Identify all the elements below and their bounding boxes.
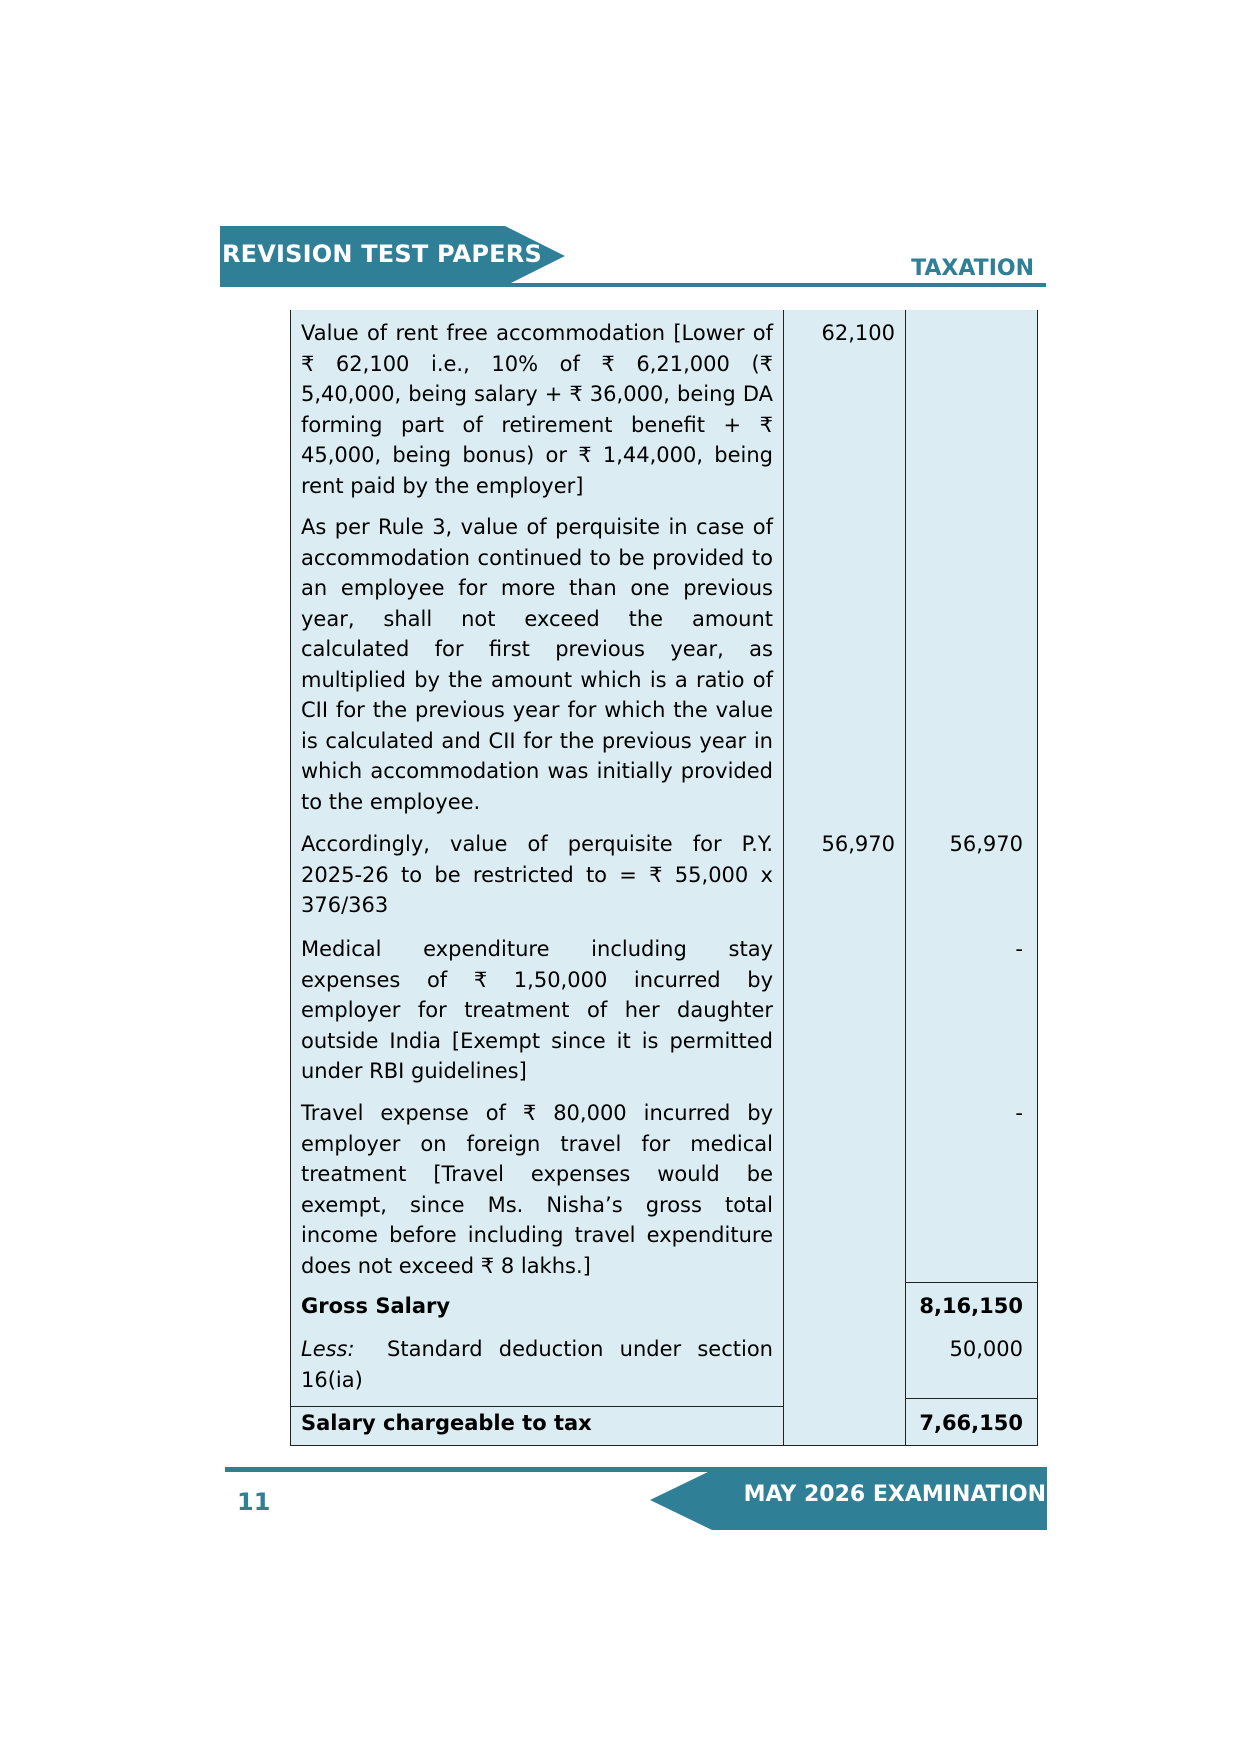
table-row-description: Medical expenditure including stay expenses of ₹ 1,50,000 incurred by employer for treatment of her daughter outside India [Exempt since it is permitted under RBI guidelines] <box>301 937 773 1083</box>
table-row-amount: 56,970 <box>821 832 895 856</box>
header-title: REVISION TEST PAPERS <box>222 240 542 268</box>
column-divider <box>783 310 784 1445</box>
salary-computation-table <box>290 310 1038 1446</box>
total-rule-right <box>905 1398 1037 1399</box>
footer-banner-arrow <box>650 1470 712 1530</box>
standard-deduction-value: 50,000 <box>949 1337 1023 1361</box>
total-rule-left <box>291 1406 783 1407</box>
salary-chargeable-value: 7,66,150 <box>919 1411 1023 1435</box>
table-row-amount: 62,100 <box>821 321 895 345</box>
header-subject: TAXATION <box>911 256 1034 281</box>
table-row-description: Value of rent free accommodation [Lower of ₹ 62,100 i.e., 10% of ₹ 6,21,000 (₹ 5,40,000, being salary + ₹ 36,000, being DA forming part of retirement benefit + ₹ 45,000, being bonus) or ₹ 1,44,000, being rent paid by the employer] <box>301 321 773 498</box>
subtotal-rule <box>905 1282 1037 1283</box>
less-label: Less: <box>301 1337 355 1361</box>
footer-exam-label: MAY 2026 EXAMINATION <box>743 1482 1046 1507</box>
table-row-total: 56,970 <box>949 832 1023 856</box>
header-rule <box>220 283 1046 287</box>
table-row-total: - <box>1015 937 1023 961</box>
column-divider <box>905 310 906 1445</box>
salary-chargeable-label: Salary chargeable to tax <box>301 1411 592 1435</box>
table-row-description: Travel expense of ₹ 80,000 incurred by employer on foreign travel for medical treatment [Travel expenses would be exempt, since Ms. Nisha’s gross total income before including travel expenditure does not exceed ₹ 8 lakhs.] <box>301 1101 773 1278</box>
table-row-description: As per Rule 3, value of perquisite in case of accommodation continued to be provided to an employee for more than one previous year, shall not exceed the amount calculated for first previous year, as multiplied by the amount which is a ratio of CII for the previous year for which the value is calculated and CII for the previous year in which accommodation was initially provided to the employee. <box>301 515 773 814</box>
table-row-total: - <box>1015 1101 1023 1125</box>
standard-deduction-text: Standard deduction under section 16(ia) <box>301 1337 773 1392</box>
gross-salary-value: 8,16,150 <box>919 1294 1023 1318</box>
standard-deduction-label <box>301 1334 773 1395</box>
page-number: 11 <box>237 1488 271 1516</box>
gross-salary-label: Gross Salary <box>301 1294 451 1318</box>
table-row-description: Accordingly, value of perquisite for P.Y. 2025-26 to be restricted to = ₹ 55,000 x 376/363 <box>301 832 773 917</box>
